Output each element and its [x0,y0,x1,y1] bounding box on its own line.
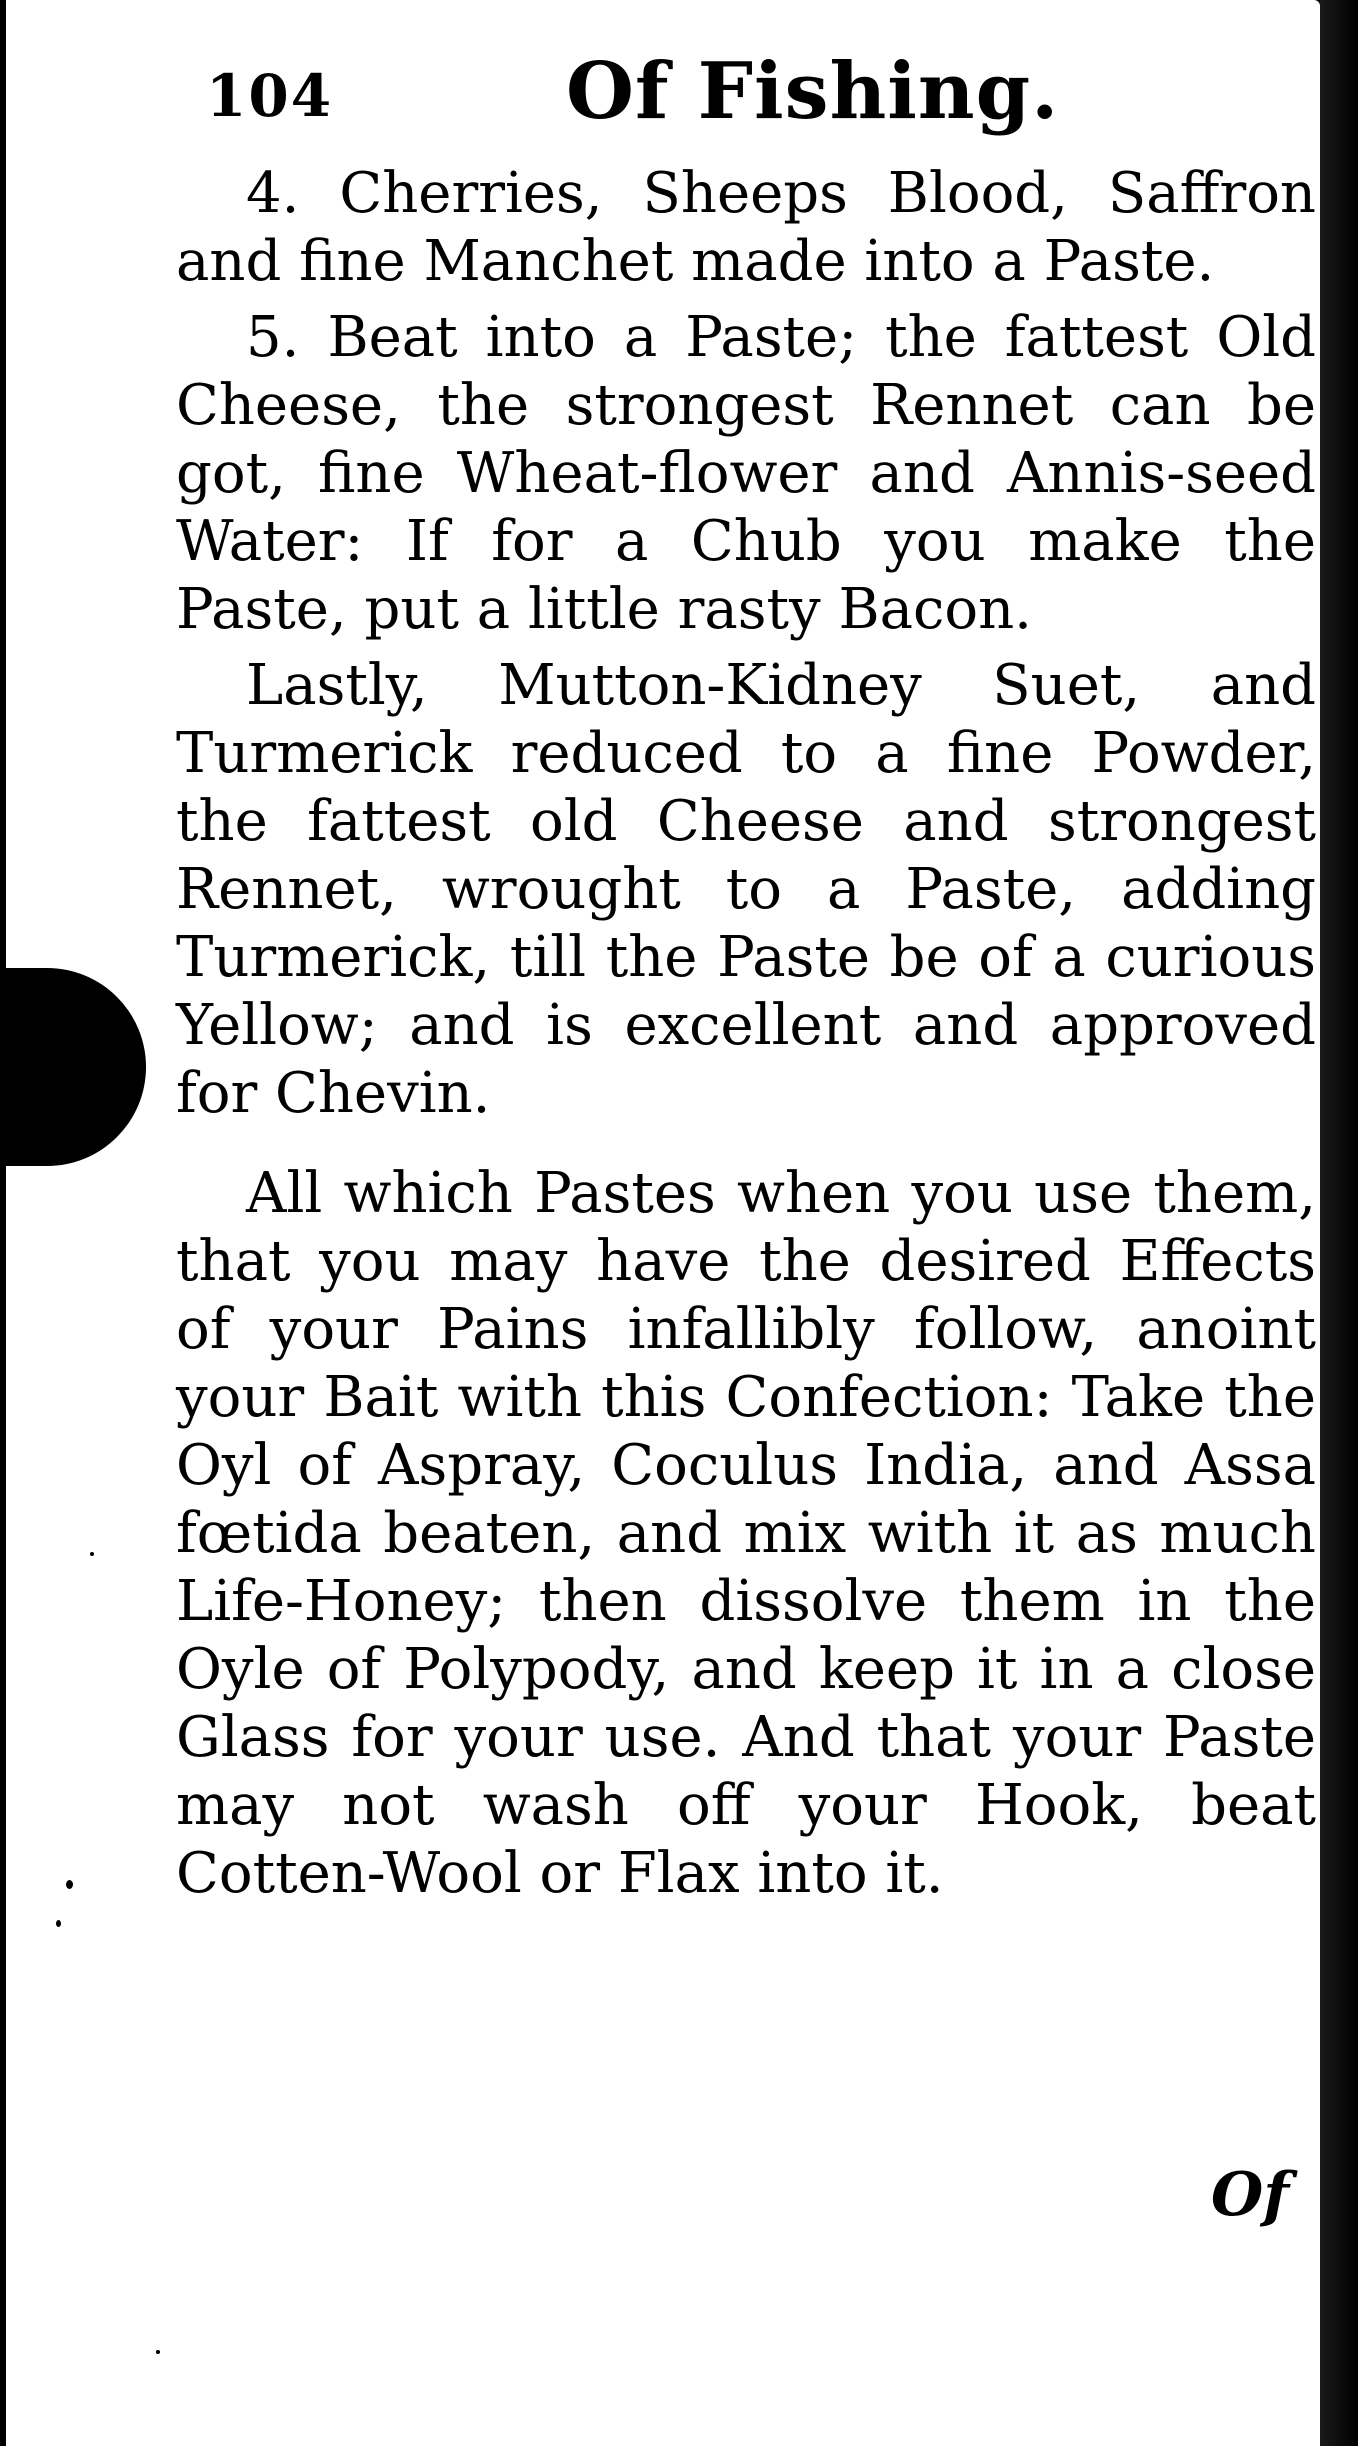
catchword: Of [1211,2160,1290,2230]
book-page [6,0,1320,2446]
ink-speck [90,1552,94,1556]
paragraph-recipe-4: 4. Cherries, Sheeps Blood, Saffron and fine Manchet made into a Paste. [176,161,1316,294]
page-number: 104 [206,62,334,130]
paragraph-lastly: Lastly, Mutton-Kidney Suet, and Turmerick reduced to a fine Powder, the fattest old Cheese and strongest Rennet, wrought to a Paste, adding Turmerick, till the Paste be of a curious Yellow; and is excellent and approved for Chevin. [176,653,1316,1126]
page-header [176,40,1316,160]
running-title: Of Fishing. [566,46,1060,137]
page-edge-shadow [1320,0,1358,2446]
ink-speck [66,1880,73,1889]
paragraph-recipe-5: 5. Beat into a Paste; the fattest Old Cheese, the strongest Rennet can be got, fine Wheat-flower and Annis-seed Water: If for a Chub you make the Paste, put a little rasty Bacon. [176,305,1316,642]
ink-speck [156,2350,160,2354]
text-block [176,40,1316,1908]
ink-speck [56,1920,61,1927]
paragraph-confection: All which Pastes when you use them, that you may have the desired Effects of your Pains infallibly follow, anoint your Bait with this Confection: Take the Oyl of Aspray, Coculus India, and Assa fœtida beaten, and mix with it as much Life-Honey; then dissolve them in the Oyle of Polypody, and keep it in a close Glass for your use. And that your Paste may not wash off your Hook, beat Cotten-Wool or Flax into it. [176,1161,1316,1906]
